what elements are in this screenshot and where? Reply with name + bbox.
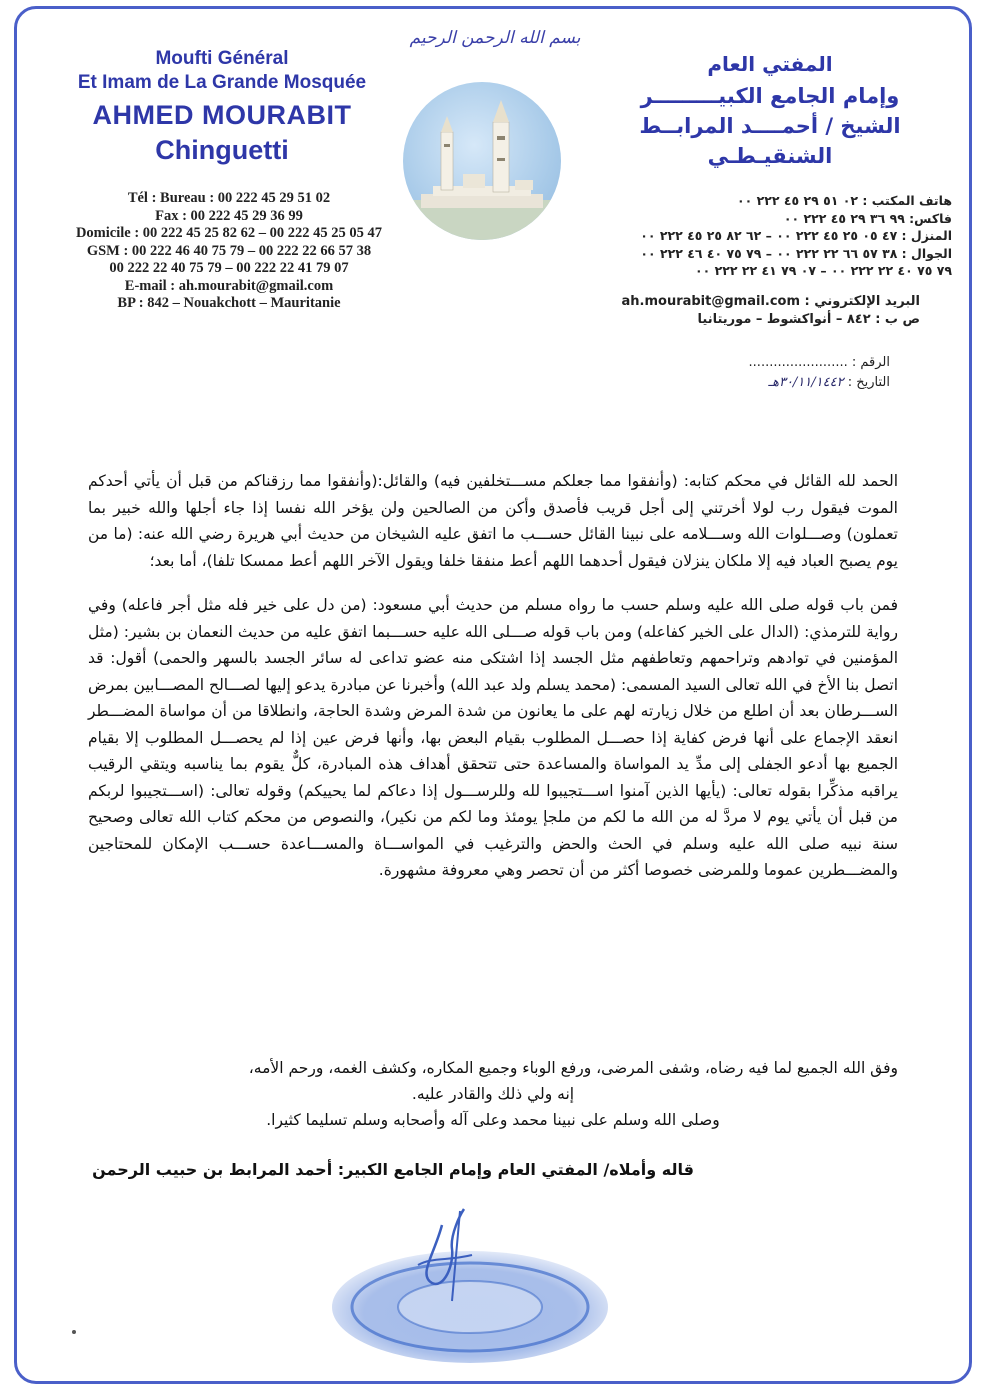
gsm-line2: 00 222 22 40 75 79 – 00 222 22 41 79 07: [109, 260, 349, 276]
reference-block: [630, 353, 890, 393]
tel-home-ar: المنزل : ٤٧ ٠٥ ٢٥ ٤٥ ٢٢٢ ٠٠ – ٦٢ ٨٢ ٢٥ ٤٥ ٢٢٢ ٠٠: [640, 228, 952, 243]
closing-line-2: إنه ولي ذلك والقادر عليه.: [411, 1085, 575, 1103]
po-box-ar: ص ب : ٨٤٢ – أنواكشوط – موريتانيا: [697, 312, 920, 327]
signoff: قاله وأملاه/ المفتي العام وإمام الجامع الكبير: أحمد المرابط بن حبيب الرحمن: [92, 1160, 694, 1179]
title-ar-line1: المفتي العام: [707, 52, 833, 76]
ref-date-label: التاريخ :: [847, 375, 890, 390]
ref-number-label: الرقم :: [851, 355, 890, 370]
tel-office: Tél : Bureau : 00 222 45 29 51 02: [127, 190, 331, 206]
place-ar: الشنقيـطـي: [707, 144, 833, 168]
ref-number-value: ........................: [748, 355, 848, 370]
tel-office-ar: هاتف المكتب : ٠٢ ٥١ ٢٩ ٤٥ ٢٢٢ ٠٠: [737, 193, 952, 208]
po-box-fr: BP : 842 – Nouakchott – Mauritanie: [117, 295, 341, 311]
paragraph-1: الحمد لله القائل في محكم كتابه: (وأنفقوا مما جعلكم مســـتخلفين فيه) والقائل:(وأنفقوا مما رزقناكم من قبل أن يأتي أحدكم الموت فيقول رب لولا أخرتني إلى أجل قريب فأصدق وأكن من الصالحين ولن يؤخر الله نفسا إذا جاء أجلها والله خبير بما تعملون) وصـــلوات الله وســـلامه على نبينا القائل حســـب ما اتفق عليه الشيخان من حديث أبي هريرة رضي الله عنه: (ما من يوم يصبح العباد فيه إلا ملكان ينزلان فيقول أحدهما اللهم أعط منفقا خلفا ويقول الآخر اللهم أعط ممسكا تلفا)، أما بعد؛: [88, 472, 898, 570]
contacts-ar: [570, 192, 952, 280]
letterhead-right: [600, 52, 940, 168]
contacts-fr: [44, 190, 414, 313]
ref-date: [630, 373, 890, 393]
title-fr-line1: Moufti Général: [155, 48, 289, 69]
mobile-ar-line2: ٧٩ ٧٥ ٤٠ ٢٢ ٢٢٢ ٠٠ – ٠٧ ٧٩ ٤١ ٢٢ ٢٢٢ ٠٠: [695, 263, 952, 278]
stamp-seal-icon: [322, 1205, 622, 1370]
title-fr-line2: Et Imam de La Grande Mosquée: [77, 72, 367, 93]
title-ar-line2: وإمام الجامع الكبيـــــــــر: [640, 84, 900, 108]
fax-ar: فاكس: ٩٩ ٣٦ ٢٩ ٤٥ ٢٢٢ ٠٠: [783, 210, 952, 226]
margin-dot: [72, 1330, 76, 1334]
closing-line-1: وفق الله الجميع لما فيه رضاه، وشفى المرضى، ورفع الوباء وجميع المكاره، وكشف الغمه، ورحم الأمه،: [248, 1059, 898, 1077]
name-fr: AHMED MOURABIT: [92, 100, 352, 130]
name-ar: الشيخ / أحمــــد المرابــط: [639, 114, 901, 138]
paragraph-2: فمن باب قوله صلى الله عليه وسلم حسب ما رواه مسلم من حديث أبي مسعود: (من دل على خير فله مثل أجر فاعله) وفي رواية للترمذي: (الدال على الخير كفاعله) ومن باب قوله صـــلى الله عليه حســـبما اتفق عليه من حديث النعمان بن بشير: (مثل المؤمنين في توادهم وتراحمهم وتعاطفهم مثل الجسد إذا اشتكى منه عضو تداعى له سائر الجسد بالسهر والحمى) أقول: قد اتصل بنا الأخ في الله تعالى السيد المسمى: (محمد يسلم ولد عبد الله) وأخبرنا عن مبادرة يدعو إليها لصـــالح المصـــابين بمرض الســـرطان بعد أن اطلع من خلال زيارته لهم على ما يعانون من شدة المرض وشدة الحاجة، وانطلاقا من أن مواساة المضـــطر انعقد الإجماع على أنها فرض كفاية إذا حصـــل المطلوب بقيام البعض بها، وأنها فرض عين إذا لم يحصـــل المطلوب إلا بقيام الجميع بها أدعو الجفلى إلى مدِّ يد المواساة والمساعدة حتى تتحقق أهداف هذه المبادرة، كلٌّ يقوم بما يناسبه ويتقي الرقيب يراقبه مذكِّرا بقوله تعالى: (يأيها الذين آمنوا اســـتجيبوا لله وللرســـول إذا دعاكم لما يحييكم) وقوله تعالى: (اســـتجيبوا لربكم من قبل أن يأتي يوم لا مردَّ له من الله ما لكم من ملجإ يومئذ وما لكم من نكير)، والنصوص من محكم كتاب الله تعالى وصحيح سنة نبيه صلى الله عليه وسلم في الحث والحض والترغيب في المواســـاة والمســـاعدة حســـب الإمكان للمحتاجين والمضـــطرين عموما وللمرضى خصوصا أكثر من أن تحصر وهي معروفة مشهورة.: [88, 596, 898, 879]
email-fr: E-mail : ah.mourabit@gmail.com: [124, 277, 334, 294]
basmala: بسم الله الرحمن الرحيم: [409, 28, 581, 48]
letter-body: [88, 468, 898, 902]
fax: Fax : 00 222 45 29 36 99: [155, 207, 303, 224]
ref-number: [630, 353, 890, 373]
email-block-ar: [590, 293, 920, 329]
mosque-emblem: [403, 82, 561, 240]
letterhead-left: [44, 48, 400, 166]
tel-home: Domicile : 00 222 45 25 82 62 – 00 222 45 25 05 47: [75, 225, 383, 241]
closing-line-3: وصلى الله وسلم على نبينا محمد وعلى آله وأصحابه وسلم تسليما كثيرا.: [266, 1111, 720, 1129]
official-stamp: [322, 1205, 622, 1370]
ref-date-value: ٣٠/١١/١٤٤٢هـ: [768, 375, 844, 390]
mosque-icon: [403, 82, 561, 240]
place-fr: Chinguetti: [155, 135, 289, 165]
closing-prayer: [88, 1055, 898, 1133]
email-ar: البريد الإلكتروني : ah.mourabit@gmail.com: [621, 294, 920, 309]
mobile-ar-line1: الجوال : ٣٨ ٥٧ ٦٦ ٢٢ ٢٢٢ ٠٠ – ٧٩ ٧٥ ٤٠ ٤٦ ٢٢٢ ٠٠: [640, 245, 952, 261]
gsm-line1: GSM : 00 222 46 40 75 79 – 00 222 22 66 57 38: [86, 242, 372, 259]
